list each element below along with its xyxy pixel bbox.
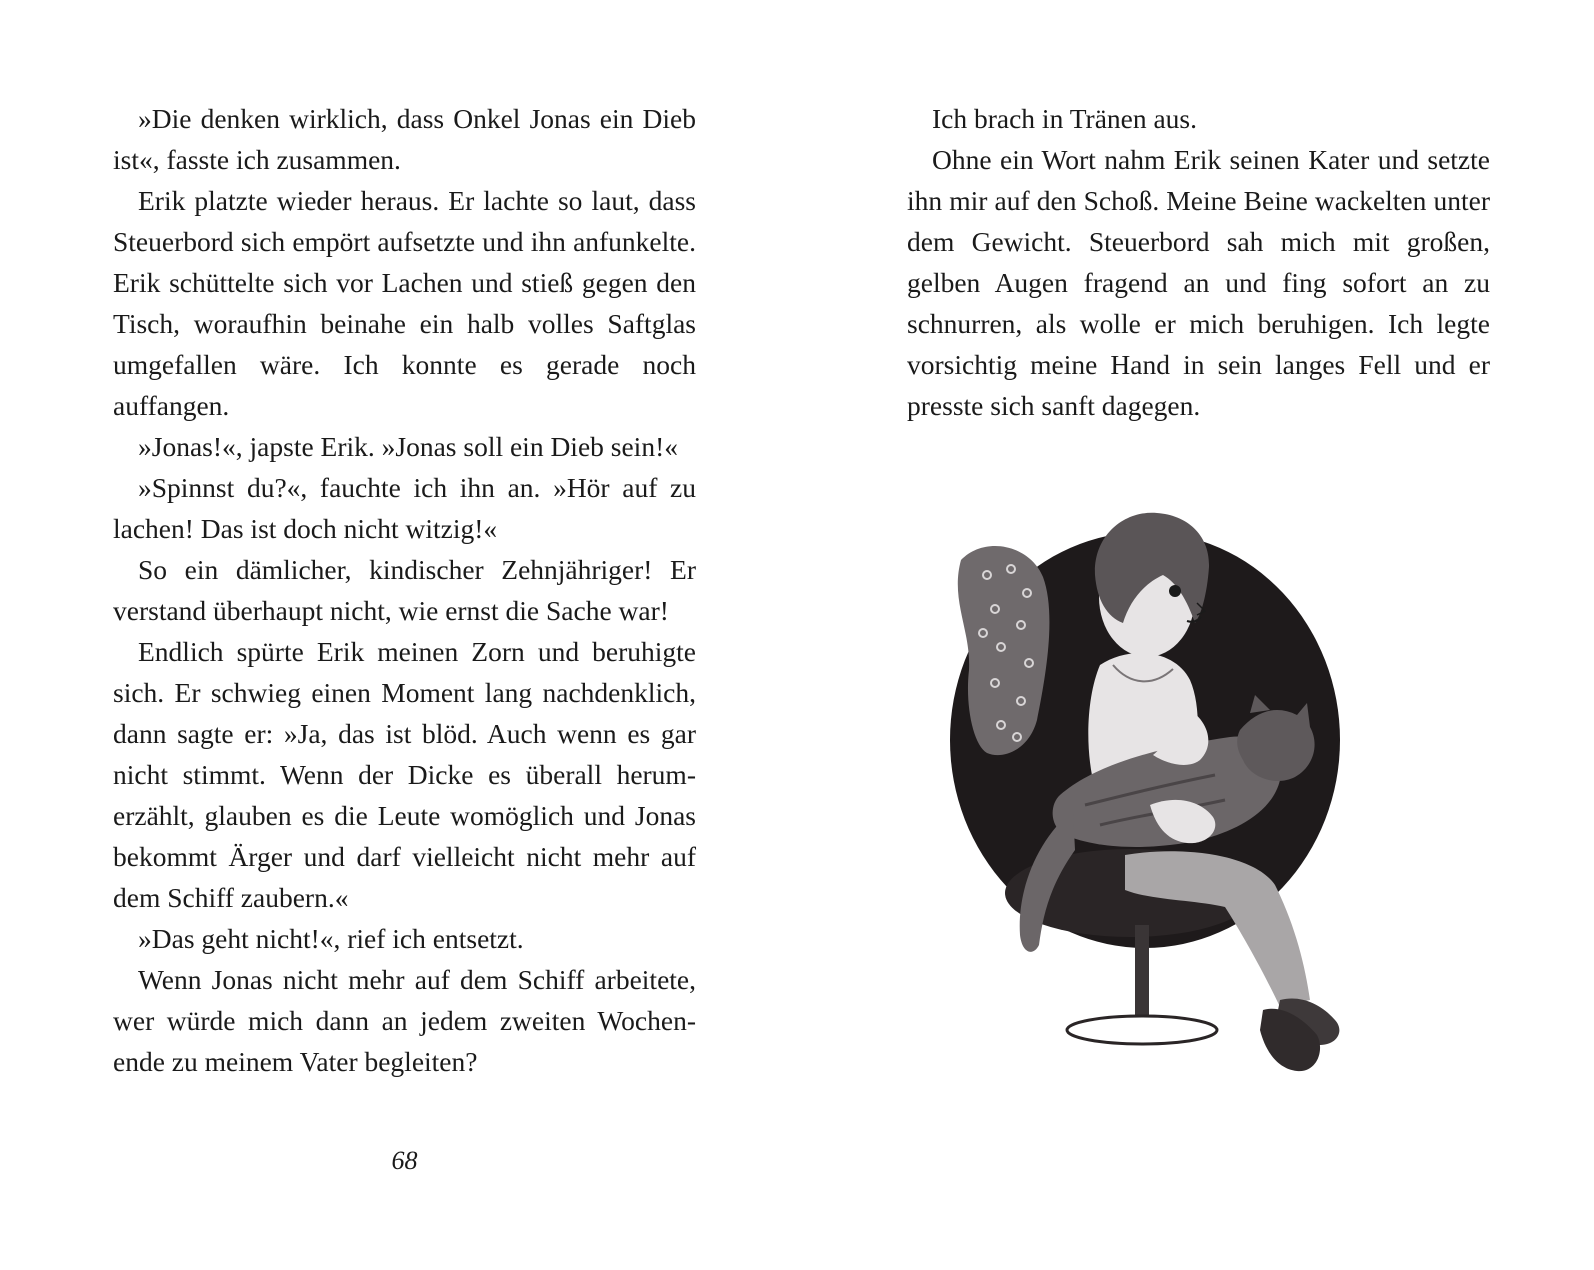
right-page <box>797 0 1594 1270</box>
page-number: 68 <box>391 1146 418 1175</box>
left-text-column <box>113 98 696 1082</box>
paragraph: »Jonas!«, japste Erik. »Jonas soll ein Dieb sein!« <box>138 431 678 462</box>
paragraph: Ohne ein Wort nahm Erik seinen Kater und setzte ihn mir auf den Schoß. Meine Beine wackelten unter dem Gewicht. Steuerbord sah mich mit großen, gelben Augen fragend an und fing sofort an zu schnurren, als wolle er mich beruhigen. Ich legte vorsichtig meine Hand in sein langes Fell und er presste sich sanft dagegen. <box>907 144 1490 421</box>
paragraph: Wenn Jonas nicht mehr auf dem Schiff arbeitete, wer würde mich dann an jedem zweiten Wochenende zu meinem Vater begleiten? <box>113 964 696 1077</box>
paragraph: So ein dämlicher, kindischer Zehnjähriger! Er verstand überhaupt nicht, wie ernst die Sache war! <box>113 554 696 626</box>
paragraph: »Die denken wirklich, dass Onkel Jonas ein Dieb ist«, fasste ich zusammen. <box>113 103 696 175</box>
girl-with-cat-illustration <box>925 505 1365 1095</box>
paragraph: Erik platzte wieder heraus. Er lachte so laut, dass Steuerbord sich empört aufsetzte und ihn anfunkelte. Erik schüttelte sich vor Lachen und stieß gegen den Tisch, woraufhin beinahe ein halb volles Saftglas umgefallen wäre. Ich konnte es gerade noch auffangen. <box>113 185 696 421</box>
paragraph: »Spinnst du?«, fauchte ich ihn an. »Hör auf zu lachen! Das ist doch nicht witzig!« <box>113 472 696 544</box>
right-text-column <box>907 98 1490 426</box>
paragraph: Ich brach in Tränen aus. <box>932 103 1198 134</box>
paragraph: »Das geht nicht!«, rief ich entsetzt. <box>138 923 524 954</box>
paragraph: Endlich spürte Erik meinen Zorn und beruhigte sich. Er schwieg einen Moment lang nachdenklich, dann sagte er: »Ja, das ist blöd. Auch wenn es gar nicht stimmt. Wenn der Dicke es überall herumerzählt, glauben es die Leute womöglich und Jonas bekommt Ärger und darf vielleicht nicht mehr auf dem Schiff zaubern.« <box>113 636 696 913</box>
